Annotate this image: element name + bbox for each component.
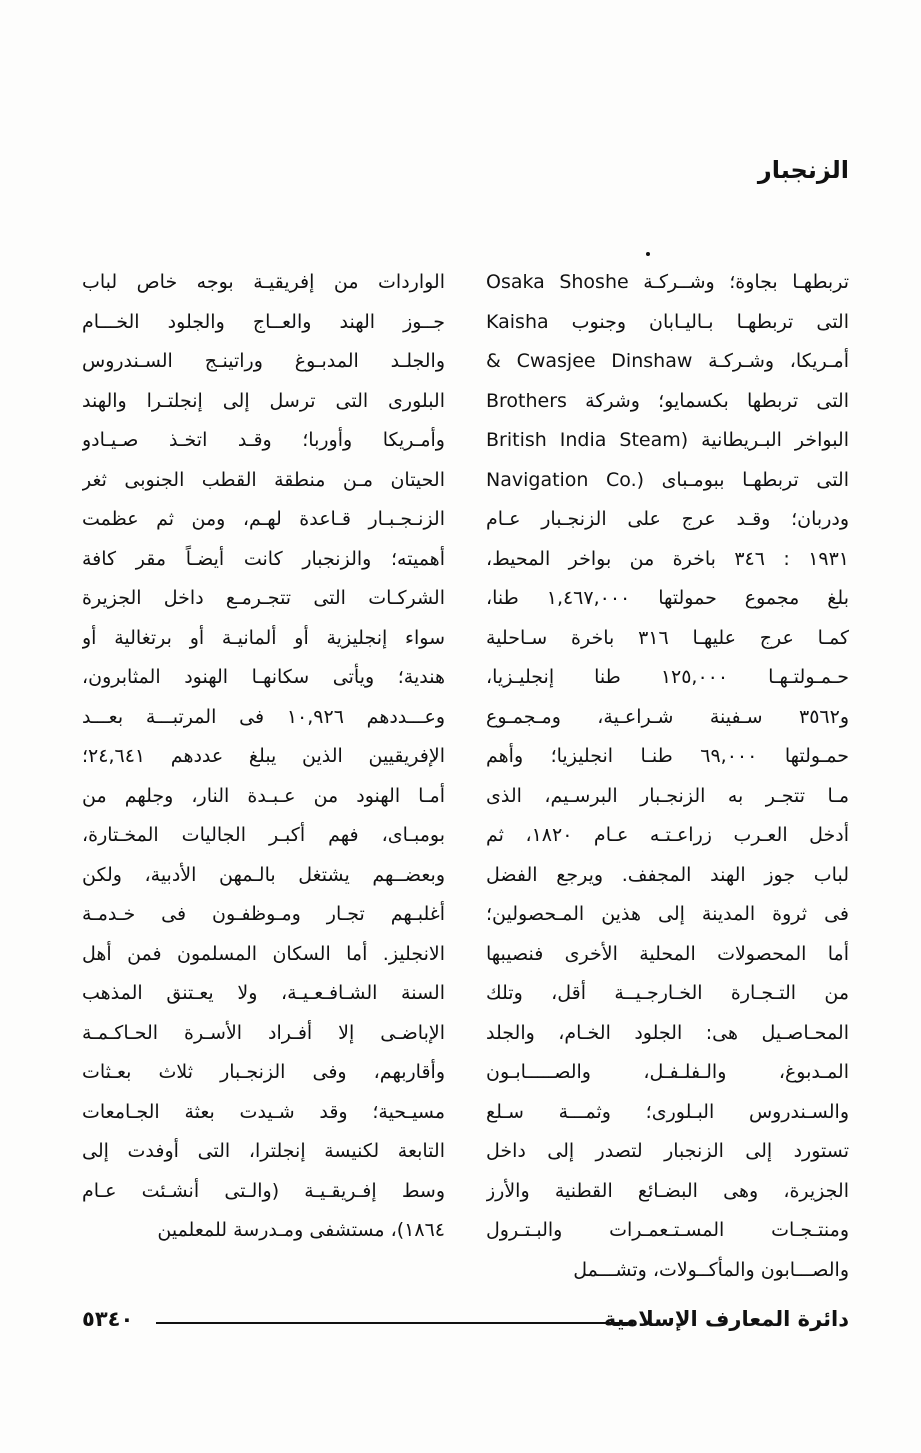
text-line: Navigation Co.) التى تربطهـا ببومـباى [486,468,849,491]
text-line: أغلبـهم تجـار ومـوظفـون فى خـدمـة [82,903,445,925]
text-line: والسـندروس البـلورى؛ وثمـــة سـلع [486,1100,849,1123]
text-line: الواردات من إفريقيـة بوجه خاص لباب [82,271,445,293]
text-line: وأقاربهم، وفى الزنجـبار ثلاث بعـثات [82,1061,445,1083]
page-footer [82,1305,849,1339]
text-line: التابعة لكنيسة إنجلترا، التى أوفدت إلى [82,1140,445,1162]
text-line: ومنتـجـات المسـتـعمـرات والبـتـرول [486,1219,849,1241]
page-number: ٥٣٤٠ [82,1307,134,1331]
text-line: الحيتان مـن منطقة القطب الجنوبى ثغر [82,468,445,491]
text-column-right [486,263,849,1290]
running-head-title: الزنجبار [757,156,849,184]
text-line: أمـريكا، وشـركـة Cwasjee Dinshaw & [486,350,849,372]
text-line: الشركـات التى تتجـرمـع داخل الجزيرة [82,587,445,609]
text-line: فى ثروة المدينة إلى هذين المـحصولين؛ [486,903,849,925]
text-line: أمـا الهنود من عـبـدة النار، وجلهم من [82,784,445,807]
text-line: الزنـجـبـار قـاعدة لهـم، ومن ثم عظمت [82,508,445,530]
text-line: مـا تتجـر به الزنجـبار البرسـيم، الذى [486,784,849,807]
text-line: وبعضــهم يشتغل بالـمهن الأدبية، ولكن [82,863,445,886]
text-line: البلورى التى ترسل إلى إنجلتـرا والهند [82,389,445,412]
text-line: Kaisha التى تربطهـا بـاليـابان وجنوب [486,310,849,333]
text-line: بومبـاى، فهم أكبـر الجاليات المخـتارة، [82,824,445,846]
text-line: حـمـولتـهـا ١٢٥,٠٠٠ طنا إنجليـزيا، [486,666,849,688]
text-line: والجلـد المدبـوغ وراتينـج السـندروس [82,350,445,372]
text-line: أدخل العـرب زراعـتـه عـام ١٨٢٠، ثم [486,824,849,846]
text-line: مسيـحية؛ وقد شـيدت بعثة الجـامعات [82,1100,445,1123]
text-line: جــوز الهند والعــاج والجلود الخـــام [82,310,445,333]
text-line: تربطهـا بجاوة؛ وشــركـة Osaka Shoshe [486,271,849,293]
text-line: تستورد إلى الزنجبار لتصدر إلى داخل [486,1140,849,1162]
text-line: لباب جوز الهند المجفف. ويرجع الفضل [486,863,849,886]
text-line: وأمـريكا وأوربا؛ وقـد اتخـذ صـيـادو [82,429,445,451]
text-line: من التـجـارة الخـارجـيــة أقل، وتلك [486,982,849,1004]
text-column-left [82,263,445,1251]
text-line: السنة الشـافـعـيـة، ولا يعـتنق المذهب [82,982,445,1004]
text-line: بلغ مجموع حمولتها ١,٤٦٧,٠٠٠ طنا، [486,587,849,609]
text-line: حمـولتها ٦٩,٠٠٠ طنـا انجليزيا؛ وأهم [486,745,849,767]
text-line: الانجليز. أما السكان المسلمون فمن أهل [82,942,445,965]
text-line: سواء إنجليزية أو ألمانيـة أو برتغالية أو [82,626,445,649]
text-line: أما المحصولات المحلية الأخرى فنصيبها [486,942,849,965]
text-line: والصـــابون والمأكــولات، وتشـــمل [573,1258,849,1281]
text-line: البواخر البـريطانية (British India Steam [486,429,849,451]
text-line: Brothers التى تربطها بكسمايو؛ وشركة [486,389,849,412]
text-line: المـدبوغ، والـفلـفـل، والصـــــابـون [486,1061,849,1083]
publication-title: دائرة المعارف الإسلامية [603,1307,849,1331]
footer-rule [156,1322,633,1324]
text-line: وعـــددهم ١٠,٩٢٦ فى المرتبـــة بعـــد [82,705,445,728]
text-line: الإفريقيين الذين يبلغ عددهم ٢٤,٦٤١؛ [82,745,445,767]
text-line: الجزيرة، وهى البضـائع القطنية والأرز [486,1179,849,1202]
stray-dot-mark [646,252,650,256]
text-line: المحـاصـيل هى: الجلود الخـام، والجلد [486,1021,849,1044]
text-line: وسط إفـريقـيـة (والـتى أنشـئت عـام [82,1179,445,1202]
text-line: كمـا عرج عليهـا ٣١٦ باخرة سـاحلية [486,626,849,649]
text-line: الإباضـى إلا أفـراد الأسـرة الحـاكـمـة [82,1021,445,1044]
text-line: هندية؛ ويأتى سكانهـا الهنود المثابرون، [82,666,445,688]
text-line: ١٨٦٤)، مستشفى ومـدرسة للمعلمين [157,1219,445,1241]
text-line: ودربان؛ وقـد عرج على الزنجـبار عـام [486,508,849,530]
text-line: أهميته؛ والزنجبار كانت أيضـاً مقر كافة [82,547,445,570]
text-line: ١٩٣١ : ٣٤٦ باخرة من بواخر المحيط، [486,547,849,570]
text-line: و٣٥٦٢ سـفينة شـراعـية، ومـجمـوع [486,705,849,728]
